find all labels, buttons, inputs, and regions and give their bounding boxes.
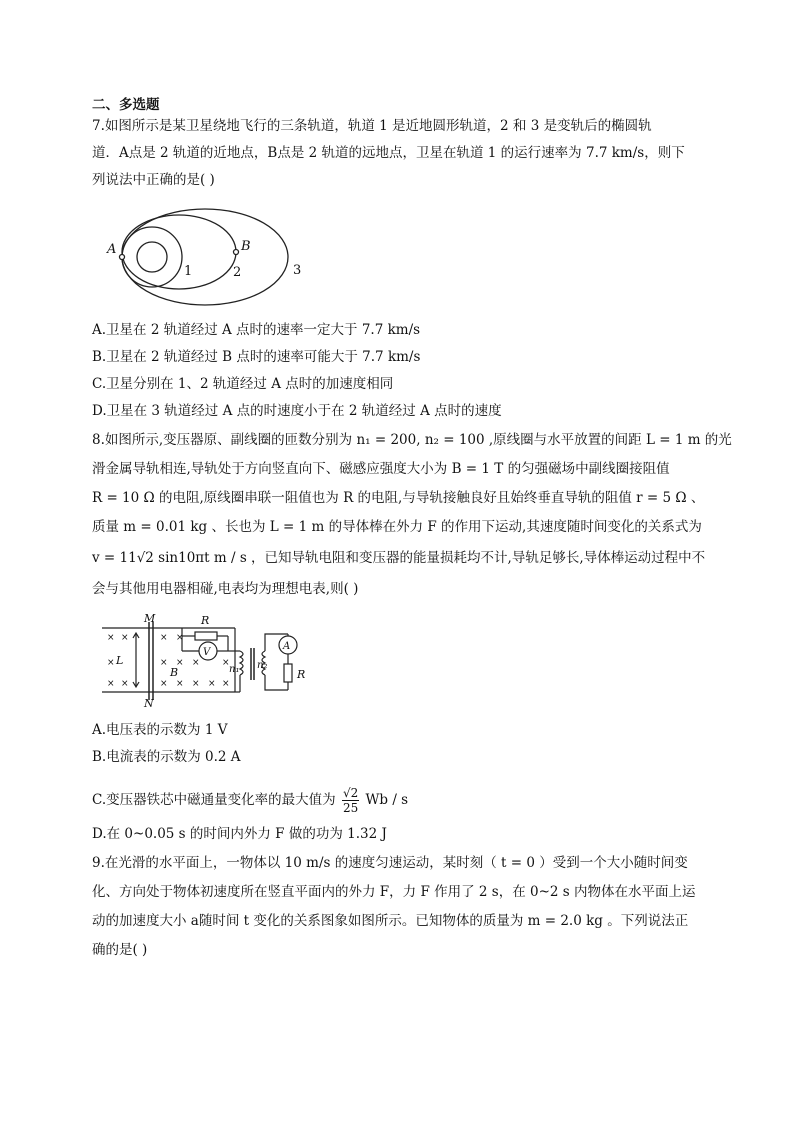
label-orbit-1: 1 <box>184 264 193 279</box>
point-a-marker <box>120 255 125 260</box>
q8-stem-line-2: 滑金属导轨相连,导轨处于方向竖直向下、磁感应强度大小为 B = 1 T 的匀强磁场中副线圈接阻值 <box>92 461 670 477</box>
resistor-r-primary <box>195 632 217 640</box>
point-b-marker <box>234 250 239 255</box>
svg-text:×: × <box>176 658 184 668</box>
label-m: M <box>144 612 156 625</box>
svg-text:×: × <box>192 679 200 689</box>
svg-text:×: × <box>176 679 184 689</box>
q8-option-a: A.电压表的示数为 1 V <box>92 722 228 738</box>
q8-stem-line-4: 质量 m = 0.01 kg 、长也为 L = 1 m 的导体棒在外力 F 的作用下运动,其速度随时间变化的关系式为 <box>92 519 702 535</box>
q8-option-c-fraction <box>342 786 359 815</box>
svg-text:×: × <box>176 633 184 643</box>
primary-coil <box>240 651 243 675</box>
orbit-3 <box>122 209 288 305</box>
svg-text:×: × <box>192 658 200 668</box>
label-l: L <box>116 654 124 667</box>
orbit-1 <box>122 227 182 287</box>
q8-stem-line-5: v = 11√2 sin10πt m / s ，已知导轨电阻和变压器的能量损耗均不计,导轨足够长,导体棒运动过程中不 <box>92 550 706 566</box>
q7-stem-line-3: 列说法中正确的是( ) <box>92 172 215 188</box>
orbit-2 <box>122 215 236 289</box>
earth-circle <box>137 242 167 272</box>
svg-text:×: × <box>160 658 168 668</box>
q8-option-c <box>92 783 408 817</box>
label-r-secondary: R <box>297 668 306 681</box>
svg-text:×: × <box>160 633 168 643</box>
svg-text:×: × <box>222 679 230 689</box>
orbit-diagram <box>100 206 315 308</box>
label-n2: n₂ <box>257 660 268 671</box>
q8-stem-line-6: 会与其他用电器相碰,电表均为理想电表,则( ) <box>92 581 359 597</box>
label-b: B <box>241 239 251 254</box>
ammeter-label: A <box>283 641 291 652</box>
svg-text:×: × <box>222 658 230 668</box>
voltmeter-label: V <box>203 647 211 658</box>
section-title: 二、多选题 <box>92 97 160 113</box>
q8-stem-line-3: R = 10 Ω 的电阻,原线圈串联一阻值也为 R 的电阻,与导轨接触良好且始终垂直导轨的阻值 r = 5 Ω 、 <box>92 490 705 506</box>
svg-text:×: × <box>160 679 168 689</box>
q7-stem-line-2: 道．A点是 2 轨道的近地点，B点是 2 轨道的远地点，卫星在轨道 1 的运行速率为 7.7 km/s，则下 <box>92 145 685 161</box>
label-n1: n₁ <box>229 664 240 675</box>
label-r-primary: R <box>201 614 210 627</box>
q8-option-b: B.电流表的示数为 0.2 A <box>92 749 241 765</box>
label-n: N <box>144 697 154 708</box>
label-b-field: B <box>170 666 179 679</box>
svg-text:×: × <box>107 633 115 643</box>
q9-stem-line-1: 9.在光滑的水平面上，一物体以 10 m/s 的速度匀速运动，某时刻（ t = 0 ）受到一个大小随时间变 <box>92 855 688 871</box>
svg-text:×: × <box>121 679 129 689</box>
q7-option-c: C.卫星分别在 1、2 轨道经过 A 点时的加速度相同 <box>92 376 394 392</box>
q8-option-c-prefix: C.变压器铁芯中磁通量变化率的最大值为 <box>92 792 336 808</box>
circuit-diagram <box>100 612 315 708</box>
q7-stem-line-1: 7.如图所示是某卫星绕地飞行的三条轨道，轨道 1 是近地圆形轨道，2 和 3 是变轨后的椭圆轨 <box>92 118 652 134</box>
q8-stem-line-1: 8.如图所示,变压器原、副线圈的匝数分别为 n₁ = 200, n₂ = 100 ,原线圈与水平放置的间距 L = 1 m 的光 <box>92 432 732 448</box>
q9-stem-line-3: 动的加速度大小 a随时间 t 变化的关系图象如图所示。已知物体的质量为 m = 2.0 kg 。下列说法正 <box>92 913 689 929</box>
q8-option-c-unit: Wb / s <box>365 792 409 808</box>
label-orbit-2: 2 <box>233 265 242 280</box>
svg-text:×: × <box>121 633 129 643</box>
svg-text:×: × <box>208 679 216 689</box>
svg-text:×: × <box>107 679 115 689</box>
fraction-denominator: 25 <box>342 801 359 815</box>
q8-option-d: D.在 0~0.05 s 的时间内外力 F 做的功为 1.32 J <box>92 826 387 842</box>
q7-option-d: D.卫星在 3 轨道经过 A 点的时速度小于在 2 轨道经过 A 点时的速度 <box>92 403 502 419</box>
q7-option-a: A.卫星在 2 轨道经过 A 点时的速率一定大于 7.7 km/s <box>92 322 421 338</box>
q7-option-b: B.卫星在 2 轨道经过 B 点时的速率可能大于 7.7 km/s <box>92 349 421 365</box>
label-orbit-3: 3 <box>293 263 302 278</box>
q9-stem-line-4: 确的是( ) <box>92 942 148 958</box>
svg-text:×: × <box>107 658 115 668</box>
label-a: A <box>107 242 117 257</box>
resistor-r-secondary <box>284 664 292 682</box>
fraction-numerator: √2 <box>342 786 359 800</box>
q9-stem-line-2: 化、方向处于物体初速度所在竖直平面内的外力 F，力 F 作用了 2 s，在 0~2 s 内物体在水平面上运 <box>92 884 696 900</box>
